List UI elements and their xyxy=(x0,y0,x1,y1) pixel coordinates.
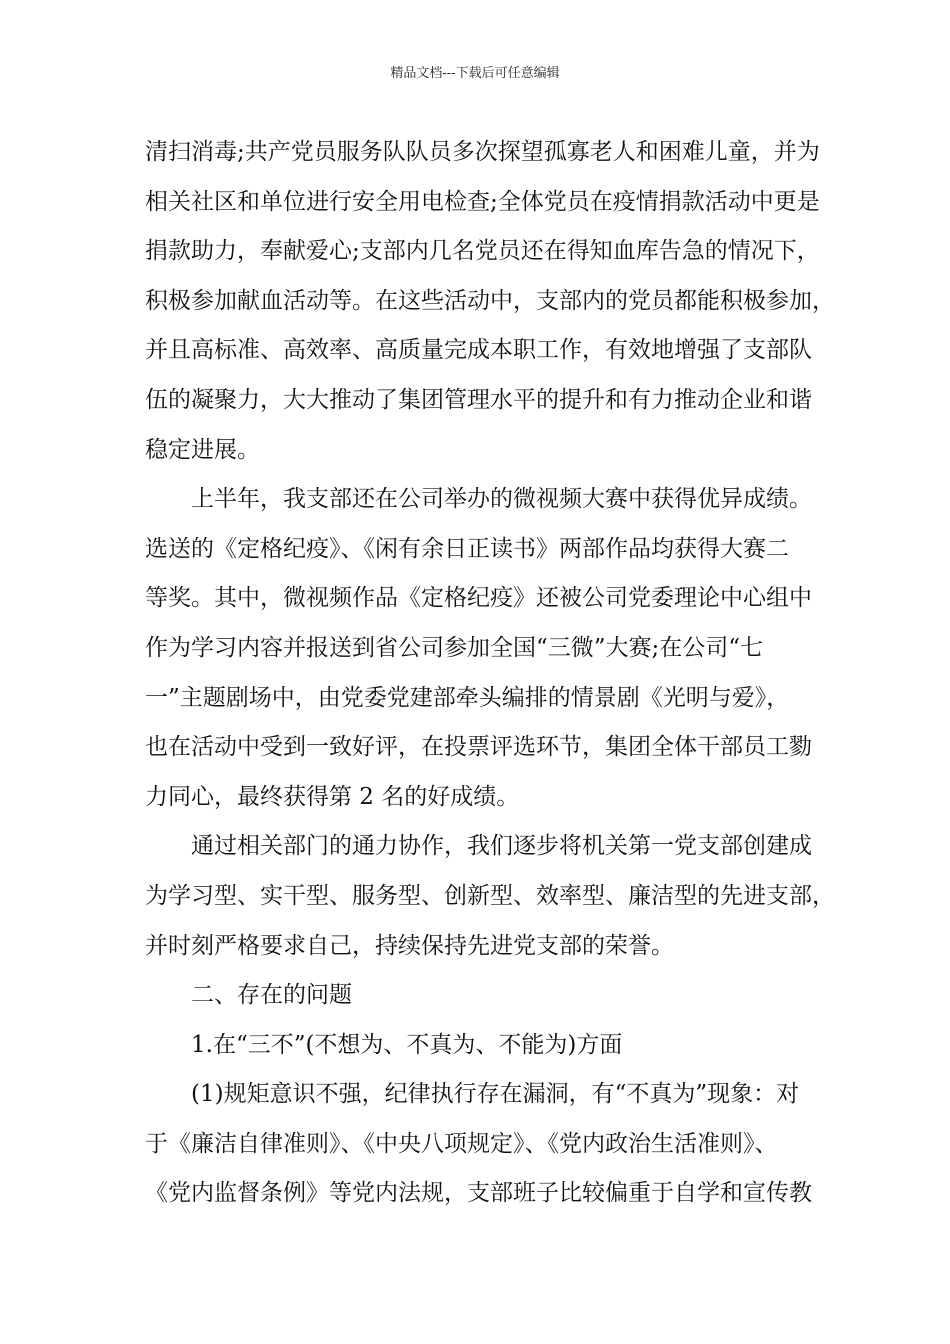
text-line: 《党内监督条例》等党内法规，支部班子比较偏重于自学和宣传教 xyxy=(145,1180,812,1207)
text-line: 相关社区和单位进行安全用电检查;全体党员在疫情捐款活动中更是 xyxy=(145,188,820,215)
text-line: 等奖。其中，微视频作品《定格纪疫》还被公司党委理论中心组中 xyxy=(145,585,812,612)
paragraph-volunteer-activities xyxy=(145,128,835,475)
text-line: 作为学习内容并报送到省公司参加全国“三微”大赛;在公司“七 xyxy=(145,634,764,661)
text-line: 为学习型、实干型、服务型、创新型、效率型、廉洁型的先进支部， xyxy=(145,882,835,909)
text-line: 清扫消毒;共产党员服务队队员多次探望孤寡老人和困难儿童，并为 xyxy=(145,139,820,165)
text-line: 力同心，最终获得第 2 名的好成绩。 xyxy=(145,783,520,810)
paragraph-discipline-awareness xyxy=(145,1070,810,1219)
subsection-heading-three-nots xyxy=(145,1021,810,1071)
text-line: 1.在“三不”(不想为、不真为、不能为)方面 xyxy=(191,1031,623,1058)
text-line: (1)规矩意识不强，纪律执行存在漏洞，有“不真为”现象：对 xyxy=(191,1081,800,1108)
text-line: 并时刻严格要求自己，持续保持先进党支部的荣誉。 xyxy=(145,932,674,959)
text-line: 二、存在的问题 xyxy=(191,982,352,1009)
text-line: 选送的《定格纪疫》、《闲有余日正读书》两部作品均获得大赛二 xyxy=(145,535,789,562)
text-line: 积极参加献血活动等。在这些活动中，支部内的党员都能积极参加， xyxy=(145,287,835,314)
document-body xyxy=(145,128,835,1219)
text-line: 于《廉洁自律准则》、《中央八项规定》、《党内政治生活准则》、 xyxy=(145,1130,778,1157)
text-line: 也在活动中受到一致好评，在投票评选环节，集团全体干部员工勠 xyxy=(145,734,812,761)
text-line: 上半年，我支部还在公司举办的微视频大赛中获得优异成绩。 xyxy=(191,486,812,513)
text-line: 伍的凝聚力，大大推动了集团管理水平的提升和有力推动企业和谐 xyxy=(145,386,812,413)
paragraph-video-contest xyxy=(145,475,810,822)
text-line: 稳定进展。 xyxy=(145,436,260,463)
section-heading-problems xyxy=(145,971,810,1021)
text-line: 并且高标准、高效率、高质量完成本职工作，有效地增强了支部队 xyxy=(145,337,812,364)
text-line: 捐款助力，奉献爱心;支部内几名党员还在得知血库告急的情况下， xyxy=(145,238,820,265)
text-line: 一”主题剧场中，由党委党建部牵头编排的情景剧《光明与爱》， xyxy=(145,684,790,711)
page-header: 精品文档---下载后可任意编辑 xyxy=(390,66,560,81)
paragraph-advanced-branch xyxy=(145,822,835,971)
text-line: 通过相关部门的通力协作，我们逐步将机关第一党支部创建成 xyxy=(191,833,812,860)
